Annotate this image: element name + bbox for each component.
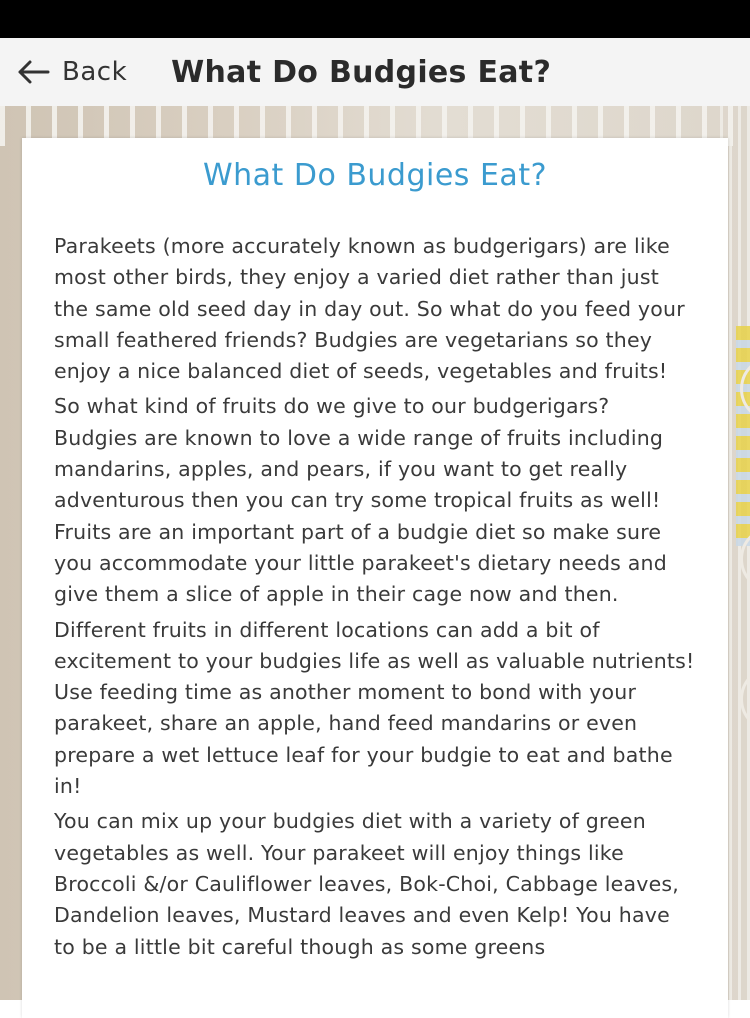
page-title: What Do Budgies Eat? bbox=[171, 54, 552, 90]
arrow-left-icon bbox=[16, 59, 50, 85]
article-paragraph: So what kind of fruits do we give to our budgerigars? Budgies are known to love a wide range of fruits including mandarins, apples, and pears, if you want to get really adventurous then you can try some tropical fruits as well! Fruits are an important part of a budgie diet so make sure you accommodate your little parakeet's dietary needs and give them a slice of apple in their cage now and then. bbox=[54, 394, 667, 607]
article-paragraph: You can mix up your budgies diet with a variety of green vegetables as well. Your parakeet will enjoy things like Broccoli &/or Cauliflower leaves, Bok-Choi, Cabbage leaves, Dandelion leaves, Mustard leaves and even Kelp! You have to be a little bit careful though as some greens bbox=[54, 809, 679, 959]
back-button[interactable] bbox=[16, 38, 127, 106]
status-bar bbox=[0, 0, 750, 38]
article-paragraph: Parakeets (more accurately known as budgerigars) are like most other birds, they enjoy a varied diet rather than just the same old seed day in day out. So what do you feed your small feathered friends? Budgies are vegetarians so they enjoy a nice balanced diet of seeds, vegetables and fruits! bbox=[54, 234, 685, 384]
back-label: Back bbox=[62, 57, 128, 87]
background-object bbox=[736, 326, 750, 546]
app-bar bbox=[0, 38, 750, 106]
article-body bbox=[22, 193, 728, 963]
article-card bbox=[22, 138, 728, 1018]
article-paragraph: Different fruits in different locations can add a bit of excitement to your budgies life as well as valuable nutrients! Use feeding time as another moment to bond with your parakeet, share an apple, hand feed mandarins or even prepare a wet lettuce leaf for your budgie to eat and bathe in! bbox=[54, 617, 695, 799]
article-title: What Do Budgies Eat? bbox=[202, 158, 547, 193]
